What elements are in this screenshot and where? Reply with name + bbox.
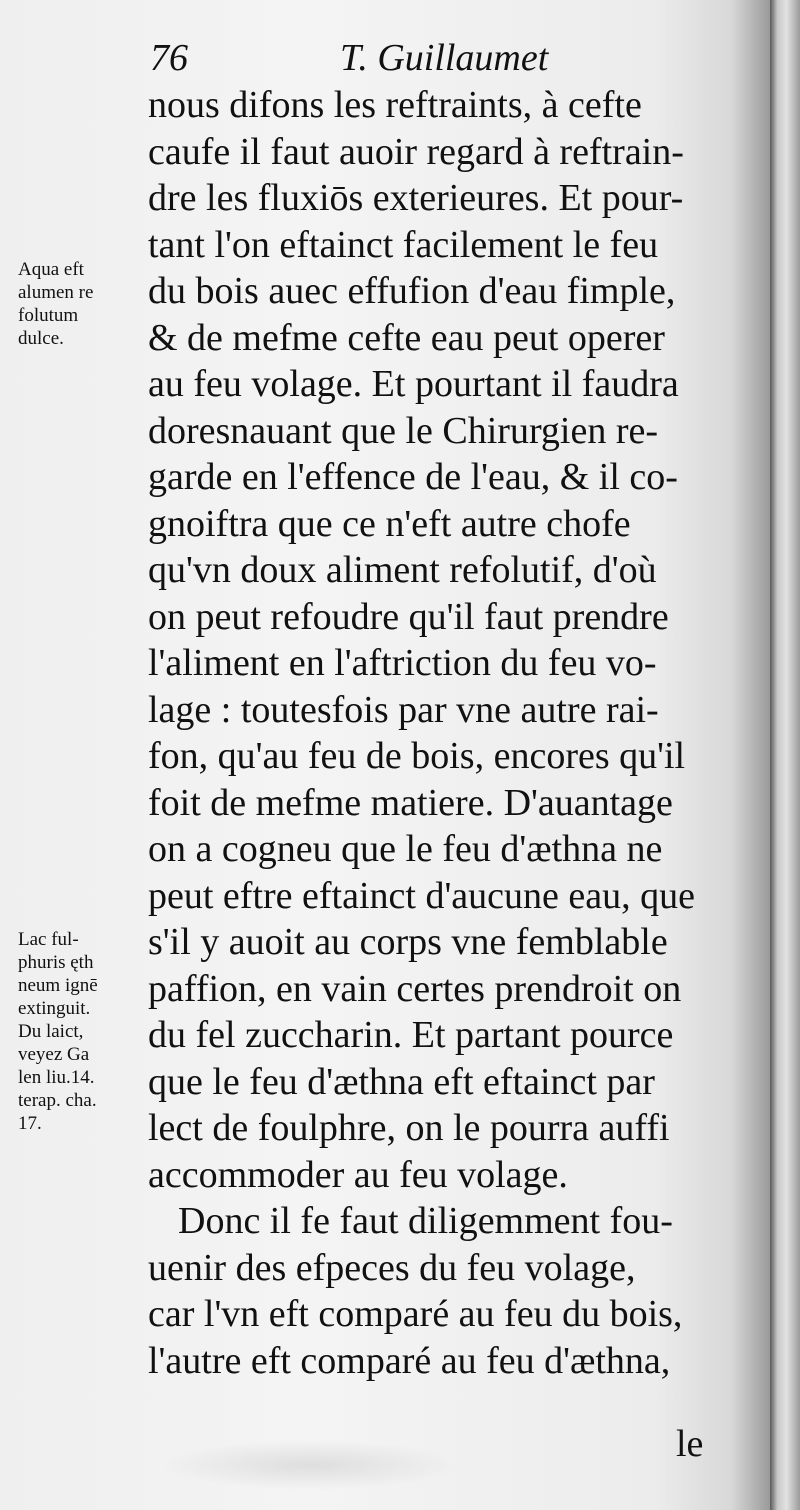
- text-line: tant l'on eftainct facilement le feu: [148, 223, 659, 266]
- margin-note-line: extinguit.: [18, 998, 91, 1019]
- catchword: le: [676, 1423, 704, 1465]
- main-text-block: [148, 82, 738, 1384]
- text-line: qu'vn doux aliment refolutif, d'où: [148, 549, 657, 591]
- text-line: gnoiftra que ce n'eft autre chofe: [148, 502, 631, 545]
- margin-note-line: dulce.: [18, 328, 64, 349]
- margin-note-line: veyez Ga: [18, 1044, 90, 1065]
- text-line: garde en l'effence de l'eau, & il co-: [148, 456, 678, 498]
- text-line: on peut refoudre qu'il faut prendre: [148, 595, 669, 638]
- text-line: peut eftre eftainct d'aucune eau, que: [148, 874, 695, 917]
- ink-bleed-through: [160, 1440, 460, 1490]
- text-line: on a cogneu que le feu d'æthna ne: [148, 828, 663, 870]
- text-line: dre les fluxiōs exterieures. Et pour-: [148, 177, 684, 219]
- margin-note-line: alumen re: [18, 282, 94, 303]
- text-line: l'aliment en l'aftriction du feu vo-: [148, 642, 657, 684]
- running-title: T. Guillaumet: [340, 37, 549, 79]
- text-line: l'autre eft comparé au feu d'æthna,: [148, 1339, 671, 1382]
- margin-note-line: 17.: [18, 1113, 42, 1134]
- paragraph-start-line: Donc il fe faut diligemment fou-: [178, 1200, 673, 1242]
- text-line: & de mefme cefte eau peut operer: [148, 316, 665, 359]
- text-line: fon, qu'au feu de bois, encores qu'il: [148, 735, 686, 777]
- text-line: doresnauant que le Chirurgien re-: [148, 409, 659, 452]
- margin-note-line: Lac ful-: [18, 929, 79, 950]
- margin-note-line: folutum: [18, 305, 79, 326]
- text-line: lect de foulphre, on le pourra auffi: [148, 1107, 670, 1149]
- margin-note-line: neum ignē: [18, 975, 98, 996]
- margin-note-line: len liu.14.: [18, 1067, 95, 1088]
- margin-note-line: Aqua eft: [18, 259, 84, 280]
- text-line: que le feu d'æthna eft eftainct par: [148, 1060, 655, 1103]
- text-line: s'il y auoit au corps vne femblable: [148, 921, 668, 963]
- text-line: lage : toutesfois par vne autre rai-: [148, 688, 659, 731]
- running-head: [150, 36, 740, 84]
- margin-note-line: terap. cha.: [18, 1090, 97, 1111]
- margin-note: [18, 928, 148, 1135]
- text-line: paffion, en vain certes prendroit on: [148, 967, 682, 1010]
- text-line: nous difons les reftraints, à cefte: [148, 84, 642, 126]
- text-line: du bois auec effufion d'eau fimple,: [148, 270, 676, 312]
- margin-note-line: phuris ęth: [18, 952, 94, 973]
- text-line: uenir des efpeces du feu volage,: [148, 1246, 636, 1289]
- text-line: foit de mefme matiere. D'auantage: [148, 781, 673, 824]
- text-line: caufe il faut auoir regard à reftrain-: [148, 130, 684, 173]
- text-line: accommoder au feu volage.: [148, 1153, 568, 1196]
- margin-note-line: Du laict,: [18, 1021, 84, 1042]
- text-line: au feu volage. Et pourtant il faudra: [148, 363, 679, 405]
- margin-note: [18, 258, 148, 350]
- page-gutter-edge: [770, 0, 800, 1510]
- text-line: du fel zuccharin. Et partant pource: [148, 1014, 674, 1056]
- text-line: car l'vn eft comparé au feu du bois,: [148, 1293, 683, 1335]
- page-number: 76: [150, 37, 188, 79]
